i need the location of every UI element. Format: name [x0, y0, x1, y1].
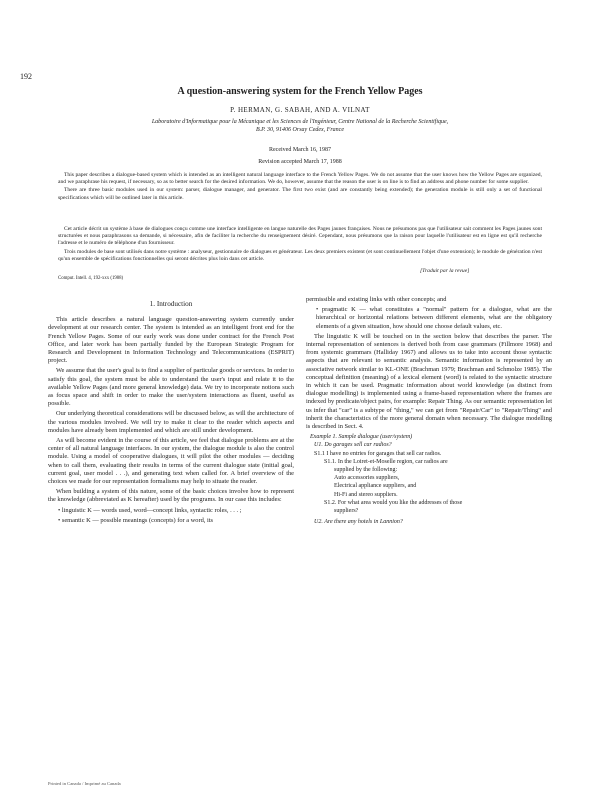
dialogue-line: U1. Do garages sell car radios? [314, 442, 392, 449]
bullet-item: • linguistic K — words used, word—concept links, syntactic roles, . . . ; [58, 506, 242, 514]
example-title: Example 1. Sample dialogue (user/system) [310, 434, 413, 441]
abstract-paragraph: This paper describes a dialogue-based system which is intended as an intelligent natural language interface to the French Yellow Pages. We do not assume that the user knows how the Yellow Pages are organized, and we paraphrase his request, if necessary, so as to better search for the desired information. We do, however, assume that the reason the user is on line is to find an address and phone number for some supplier. [58, 172, 542, 186]
abstract-french [58, 226, 542, 264]
dialogue-line: Electrical appliance suppliers, and [334, 483, 417, 490]
resume-paragraph: Cet article décrit un système à base de dialogues conçu comme une interface intelligente en langue naturelle des Pages jaunes françaises. Nous ne présumons pas que l'utilisateur sait comment les Pages jaunes sont structurées et nous paraphrasons sa demande, si nécessaire, afin de faciliter la recherche du renseignement désiré. Cependant, nous présumons que la raison pour laquelle l'utilisateur est en ligne est qu'il recherche l'adresse et le numéro de téléphone d'un fournisseur. [58, 226, 542, 247]
dialogue-line: suppliers? [334, 508, 359, 515]
journal-citation: Comput. Intell. 4, 192-xxx (1988) [58, 276, 124, 281]
right-column [306, 296, 552, 526]
bullet-item: • pragmatic K — what constitutes a "normal" pattern for a dialogue, what are the hierarchical or horizontal relations between different elements, what are the obligatory elements of a given situation, how should one choose default values, etc. [316, 306, 552, 330]
dialogue-line: S1.1 I have no entries for garages that sell car radios. [314, 450, 442, 457]
body-paragraph: As will become evident in the course of this article, we feel that dialogue problems are at the center of all natural language interfaces. In our system, the dialogue module is also the control module. Using a model of cooperative dialogues, it will pilot the other modules — deciding when to call them, evaluating their results in terms of the current dialogue state (initial goal, current goal, user model . . .), and generating text when called for. A brief overview of the choices we made for our representation formalisms may help to situate the reader. [48, 437, 294, 486]
dialogue-line: Auto accessories suppliers, [334, 475, 400, 482]
revised-date: Revision accepted March 17, 1988 [258, 159, 342, 165]
body-paragraph: The linguistic K will be touched on in the section below that describes the parser. The internal representation of sentences is derived both from case grammars (Fillmore 1968) and from systemic grammars (Halliday 1967) and allows us to take into account those syntactic aspects that are relevant to semantic analysis. Semantic information is represented by an associative network similar to KL-ONE (Brachman 1979; Brachman and Schmolze 1985). The conceptual definition (meaning) of a lexical element (word) is related to the syntactic structure in which it can be used. Pragmatic information about world knowledge (as distinct from dialogue modelling) is implemented using a frame-based representation where the frames are indexed by predicate/object pairs, for example: Repair Thing. As our semantic representation let us infer that "car" is a subtype of "thing," we can get from "Repair/Car" to "Repair/Thing" and inherit the characteristics of the more general domain when necessary. The dialogue modelling is described in Sect. 4. [306, 332, 552, 431]
translator-note: [Traduit par la revue] [420, 268, 470, 274]
body-paragraph: This article describes a natural language question-answering system currently under development at our research center. The system is intended as an intelligent front end for the French Yellow Pages. Some of our early work was done under contract for the French Post Office, and later work has been partially funded by the European Strategic Program for Research and Development in Information Technology and Telecommunications (ESPRIT) project. [48, 316, 294, 365]
affiliation-line: Laboratoire d'Informatique pour la Mécanique et les Sciences de l'Ingénieur, Centre National de la Recherche Scientifique, [151, 119, 449, 125]
author-list: P. HERMAN, G. SABAH, AND A. VILNAT [230, 106, 370, 114]
dialogue-line: U2. Are there any hotels in Lannion? [314, 519, 403, 526]
dialogue-line: S1.2. For what area would you like the addresses of those [324, 499, 463, 506]
bullet-item: • semantic K — possible meanings (concepts) for a word, its [58, 516, 214, 524]
section-heading: 1. Introduction [149, 300, 193, 308]
abstract-paragraph: There are three basic modules used in our system: parser, dialogue manager, and generator. The first two exist (and are constantly being extended); the generation module is still only a set of functional specifications which will be outlined later in this article. [58, 187, 542, 201]
dialogue-line: Hi-Fi and stereo suppliers. [334, 491, 398, 498]
paper-title: A question-answering system for the French Yellow Pages [177, 86, 423, 97]
submission-dates [0, 144, 600, 168]
body-paragraph: We assume that the user's goal is to find a supplier of particular goods or services. In order to satisfy this goal, the system must be able to understand the user's input and relate it to the available Yellow Pages (and more general knowledge) data. We try to incorporate notions such as focus space and shift in order to make the user/system interactions as fluent, useful as possible. [48, 367, 294, 408]
received-date: Received March 16, 1987 [269, 147, 331, 153]
abstract-english [58, 172, 542, 203]
footer-printed-in: Printed in Canada / Imprimé au Canada [48, 781, 121, 786]
left-column [48, 300, 294, 527]
affiliation [60, 118, 540, 134]
body-paragraph: When building a system of this nature, some of the basic choices involve how to represent the knowledge (abbreviated as K hereafter) used by the programs. In our case this includes: [48, 488, 294, 504]
page-number: 192 [20, 72, 32, 81]
dialogue-line: S1.1. In the Loiret-et-Moselle region, car radios are [324, 458, 448, 465]
affiliation-line: B.P. 30, 91406 Orsay Cedex, France [255, 127, 345, 133]
resume-paragraph: Trois modules de base sont utilisés dans notre système : analyseur, gestionnaire de dialogues et générateur. Les deux premiers existent (et sont continuellement l'objet d'une extension); le module de génération n'est qu'un ensemble de spécifications fonctionnelles qui seront décrites plus loin dans cet article. [58, 248, 542, 262]
body-paragraph: Our underlying theoretical considerations will be discussed below, as will the architecture of the various modules involved. We will try to make it clear to the reader which aspects and modules have already been implemented and which are still under development. [48, 410, 294, 434]
body-paragraph: permissible and existing links with other concepts; and [306, 296, 447, 303]
dialogue-line: supplied by the following: [334, 467, 398, 474]
